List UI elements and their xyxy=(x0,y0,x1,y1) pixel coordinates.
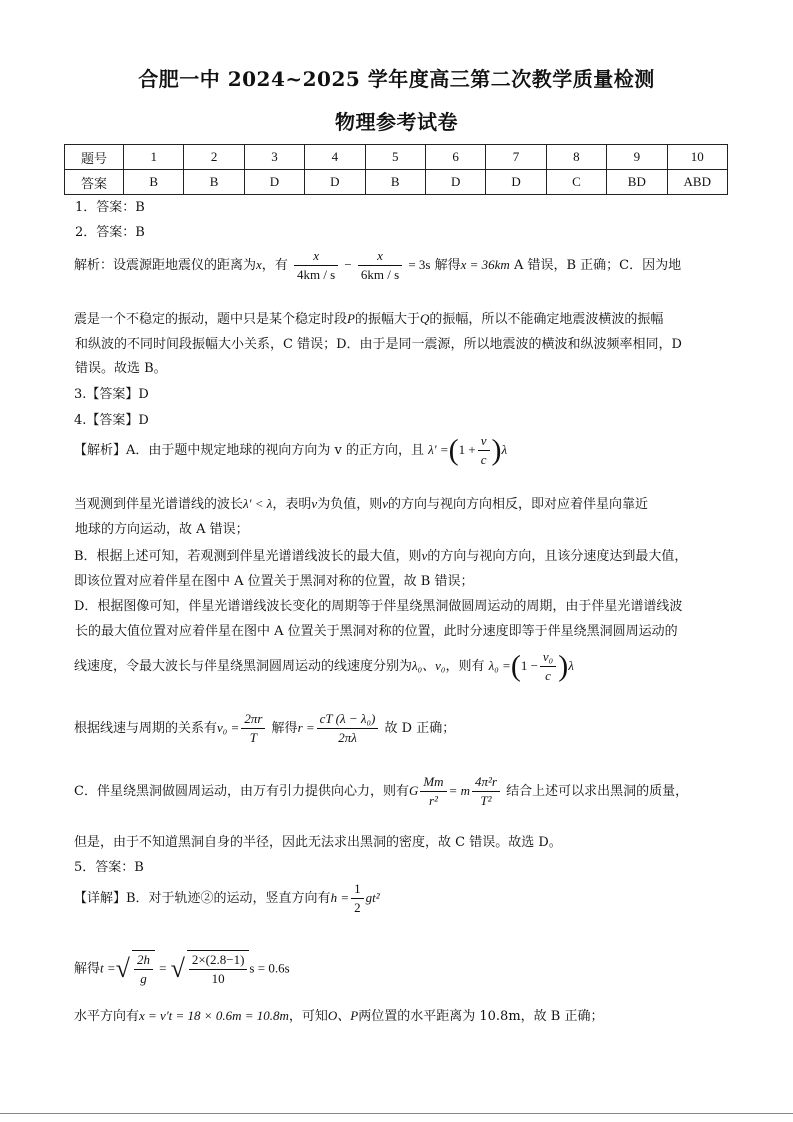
math: x = 36km xyxy=(460,257,510,272)
answer-table-answer-row xyxy=(65,170,728,195)
detail-line xyxy=(74,880,380,917)
math: 1 + xyxy=(458,442,476,457)
fraction xyxy=(134,951,153,988)
analysis-line xyxy=(74,494,648,515)
page-bottom-divider xyxy=(0,1113,793,1114)
answer-line-5: 5．答案：B xyxy=(74,860,144,875)
fraction xyxy=(472,773,500,810)
table-cell: 10 xyxy=(667,145,727,170)
analysis-line xyxy=(74,546,687,567)
table-cell: D xyxy=(305,170,365,195)
denominator: g xyxy=(140,971,147,986)
text: 解得 xyxy=(271,721,298,736)
text: 的方向与视向方向相反，即对应着伴星向靠近 xyxy=(388,497,649,512)
text: 解析：设震源距地震仪的距离为 xyxy=(74,258,257,273)
denominator: c xyxy=(545,668,551,683)
fraction xyxy=(241,710,265,747)
text: 为负值，则 xyxy=(317,497,383,512)
math: λ₀ = xyxy=(488,658,511,673)
denominator: r² xyxy=(428,793,438,808)
math: = m xyxy=(448,783,470,798)
math: P xyxy=(347,311,355,326)
answer-line-3: 3.【答案】D xyxy=(74,387,149,402)
denominator: 10 xyxy=(211,971,225,986)
text: ，可知 xyxy=(288,1009,328,1024)
numerator: 2×(2.8−1) xyxy=(189,951,248,970)
numerator: 1 xyxy=(351,880,364,899)
numerator: cT (λ − λ₀) xyxy=(317,710,379,729)
fraction xyxy=(351,880,364,917)
detail-line: 解得t =√ $\frac{2h}{g}$ = √ $\frac{2\times(2.8-1)}{10}$ s = 0.6s xyxy=(74,952,290,986)
numerator: x xyxy=(358,247,402,266)
math: G xyxy=(408,783,419,798)
table-cell: 5 xyxy=(365,145,425,170)
text: 两位置的水平距离为 10.8m，故 B 正确； xyxy=(358,1009,604,1024)
analysis-line: 【解析】A．由于题中规定地球的视向方向为 v 的正方向，且 λ′ =(1 + $\frac{v}{c}$ )λ xyxy=(74,433,508,467)
analysis-line: D．根据图像可知，伴星光谱谱线波长变化的周期等于伴星绕黑洞做圆周运动的周期，由于伴星光谱谱线波 xyxy=(74,599,683,614)
analysis-line: 长的最大值位置对应着伴星在图中 A 位置关于黑洞对称的位置，此时分速度即等于伴星绕黑洞圆周运动的 xyxy=(75,624,678,639)
math: 1 − xyxy=(520,658,538,673)
numerator: v₀ xyxy=(540,648,556,667)
denominator: T² xyxy=(480,793,492,808)
math: λ′ < λ xyxy=(243,496,273,511)
analysis-line xyxy=(74,710,455,747)
math: Q xyxy=(419,311,430,326)
math: λ₀、v₀ xyxy=(412,658,446,673)
math: x = v′t = 18 × 0.6m = 10.8m xyxy=(139,1008,289,1023)
table-cell: B xyxy=(184,170,244,195)
table-header-number: 题号 xyxy=(65,145,124,170)
math: gt² xyxy=(365,890,380,905)
fraction xyxy=(478,432,490,469)
answer-table xyxy=(64,144,728,195)
text: C．伴星绕黑洞做圆周运动，由万有引力提供向心力，则有 xyxy=(74,784,409,799)
analysis-line xyxy=(74,309,663,330)
fraction xyxy=(189,951,248,988)
math: = xyxy=(159,960,167,976)
analysis-line: 错误。故选 B。 xyxy=(75,361,167,376)
analysis-line: 线速度，令最大波长与伴星绕黑洞圆周运动的线速度分别为λ₀、v₀，则有 λ₀ =(1 − $\frac{\text{v₀}}{c}$ )λ xyxy=(74,649,574,683)
numerator: 2πr xyxy=(241,710,265,729)
analysis-line: 解析：设震源距地震仪的距离为x，有 $\frac{x}{4km / s}$ − $\frac{x}{6km / s}$ = 3s 解得x = 36km A 错误，B 正确；C．因为地 xyxy=(74,248,682,282)
numerator: v xyxy=(478,432,490,451)
answer-line-1: 1．答案：B xyxy=(75,200,145,215)
fraction xyxy=(317,710,379,747)
math: v₀ = xyxy=(217,720,240,735)
text: ，表明 xyxy=(272,497,312,512)
table-cell: D xyxy=(244,170,304,195)
table-cell: B xyxy=(124,170,184,195)
text: 【详解】B．对于轨迹②的运动，竖直方向有 xyxy=(74,891,331,906)
text: ，则有 xyxy=(445,659,485,674)
text: ，有 xyxy=(261,258,288,273)
numerator: 2h xyxy=(134,951,153,970)
table-header-answer: 答案 xyxy=(65,170,124,195)
denominator: 4km / s xyxy=(296,267,336,282)
text: 水平方向有 xyxy=(74,1009,140,1024)
text: A 错误，B 正确；C．因为地 xyxy=(513,258,682,273)
text: 的振幅，所以不能确定地震波横波的振幅 xyxy=(429,312,664,327)
denominator: c xyxy=(480,452,487,467)
text: B．根据上述可知，若观测到伴星光谱谱线波长的最大值，则 xyxy=(74,549,422,564)
analysis-line: 地球的方向运动，故 A 错误； xyxy=(75,522,249,537)
answer-line-4: 4.【答案】D xyxy=(74,413,149,428)
fraction xyxy=(540,648,556,685)
math: v xyxy=(382,496,388,511)
detail-line xyxy=(74,1006,603,1027)
math: t = xyxy=(100,960,116,976)
analysis-line: 和纵波的不同时间段振幅大小关系，C 错误；D．由于是同一震源，所以地震波的横波和纵波频率相同，D xyxy=(75,337,682,352)
table-cell: 7 xyxy=(486,145,546,170)
math: s = 0.6s xyxy=(249,960,290,976)
table-cell: 3 xyxy=(244,145,304,170)
text: 震是一个不稳定的振动，题中只是某个稳定时段 xyxy=(74,312,348,327)
numerator: 4π²r xyxy=(472,773,500,792)
fraction xyxy=(420,773,446,810)
analysis-line: 即该位置对应着伴星在图中 A 位置关于黑洞对称的位置，故 B 错误； xyxy=(74,574,474,589)
page-title: 合肥一中 2024~2025 学年度高三第二次教学质量检测 xyxy=(138,67,655,91)
math: O、P xyxy=(327,1008,359,1023)
math: λ′ = xyxy=(428,442,449,457)
table-cell: D xyxy=(486,170,546,195)
page-subtitle: 物理参考试卷 xyxy=(335,110,458,134)
denominator: 2πλ xyxy=(338,730,357,745)
analysis-line: 但是，由于不知道黑洞自身的半径，因此无法求出黑洞的密度，故 C 错误。故选 D。 xyxy=(74,835,562,850)
table-cell: 8 xyxy=(546,145,606,170)
table-cell: BD xyxy=(607,170,667,195)
text: 解得 xyxy=(74,961,101,977)
table-cell: 1 xyxy=(124,145,184,170)
text: 当观测到伴星光谱谱线的波长 xyxy=(74,497,244,512)
text: 解得 xyxy=(434,258,461,273)
table-cell: D xyxy=(425,170,485,195)
answer-line-2: 2．答案：B xyxy=(75,225,145,240)
math: v xyxy=(421,548,428,563)
analysis-line xyxy=(74,773,688,810)
denominator: 6km / s xyxy=(360,267,400,282)
table-cell: 6 xyxy=(425,145,485,170)
math: λ xyxy=(568,658,574,673)
table-cell: C xyxy=(546,170,606,195)
fraction xyxy=(294,247,338,284)
math: r = xyxy=(297,720,315,735)
text: 的振幅大于 xyxy=(354,312,420,327)
denominator: T xyxy=(249,730,257,745)
denominator: 2 xyxy=(354,900,361,915)
math: λ xyxy=(501,442,508,457)
numerator: Mm xyxy=(420,773,446,792)
answer-table-number-row xyxy=(65,145,728,170)
fraction xyxy=(358,247,402,284)
table-cell: 4 xyxy=(305,145,365,170)
table-cell: ABD xyxy=(667,170,727,195)
math: x xyxy=(256,257,262,272)
math: h = xyxy=(330,890,350,905)
math: = 3s xyxy=(408,257,431,272)
numerator: x xyxy=(294,247,338,266)
text: 故 D 正确； xyxy=(384,721,456,736)
text: 结合上述可以求出黑洞的质量， xyxy=(506,784,689,799)
table-cell: 2 xyxy=(184,145,244,170)
text: 的方向与视向方向，且该分速度达到最大值， xyxy=(427,549,688,564)
table-cell: B xyxy=(365,170,425,195)
math: v xyxy=(311,496,318,511)
table-cell: 9 xyxy=(607,145,667,170)
text: 根据线速与周期的关系有 xyxy=(74,721,218,736)
text: 线速度，令最大波长与伴星绕黑洞圆周运动的线速度分别为 xyxy=(74,659,413,674)
text: 【解析】A．由于题中规定地球的视向方向为 v 的正方向，且 xyxy=(74,443,424,458)
